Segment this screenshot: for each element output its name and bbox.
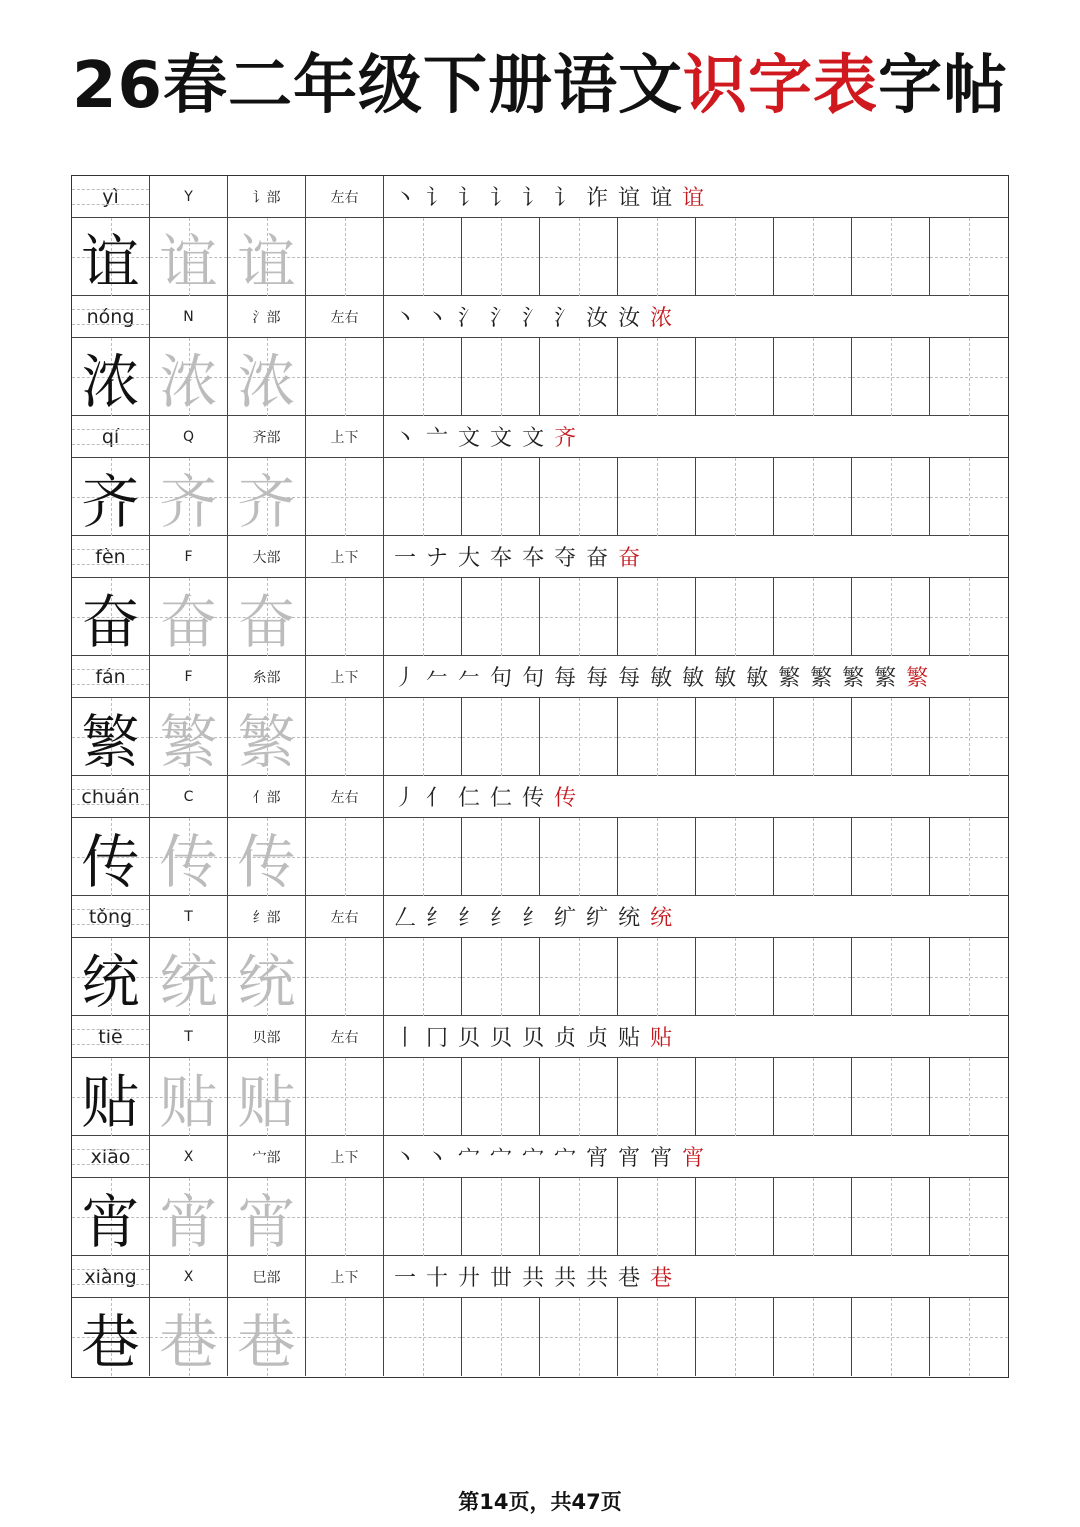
blank-practice-cell[interactable] [306, 1178, 384, 1256]
stroke-step: 宀 [554, 1146, 577, 1171]
stroke-step: 夺 [554, 546, 577, 571]
blank-practice-cell[interactable] [384, 338, 462, 416]
blank-practice-cell[interactable] [852, 698, 930, 776]
stroke-step: 文 [490, 426, 513, 451]
initial-letter: Q [150, 416, 228, 457]
writing-grid [72, 1058, 1008, 1136]
trace-character: 奋 [150, 578, 228, 656]
info-row [72, 176, 1008, 218]
info-row [72, 536, 1008, 578]
stroke-step: 丶 [426, 1146, 449, 1171]
structure: 左右 [306, 896, 384, 937]
blank-practice-cell[interactable] [384, 458, 462, 536]
blank-practice-cell[interactable] [540, 818, 618, 896]
blank-practice-cell[interactable] [540, 458, 618, 536]
blank-practice-cell[interactable] [462, 818, 540, 896]
writing-grid [72, 338, 1008, 416]
blank-practice-cell[interactable] [540, 698, 618, 776]
blank-practice-cell[interactable] [306, 578, 384, 656]
stroke-step: 繁 [874, 666, 897, 691]
stroke-step: 丶 [394, 426, 417, 451]
structure: 上下 [306, 536, 384, 577]
blank-practice-cell[interactable] [618, 1178, 696, 1256]
stroke-step: 讠 [490, 186, 513, 211]
radical: 纟部 [228, 896, 306, 937]
stroke-step: 纟 [458, 906, 481, 931]
blank-practice-cell[interactable] [462, 338, 540, 416]
writing-grid [72, 458, 1008, 536]
trace-character: 传 [228, 818, 306, 896]
model-character: 齐 [72, 458, 150, 536]
blank-practice-cell[interactable] [618, 938, 696, 1016]
stroke-step: 夲 [522, 546, 545, 571]
info-row [72, 1136, 1008, 1178]
blank-practice-cell[interactable] [774, 338, 852, 416]
stroke-step: 繁 [906, 666, 929, 691]
stroke-step: 敏 [682, 666, 705, 691]
blank-practice-cell[interactable] [774, 1058, 852, 1136]
blank-practice-cell[interactable] [774, 218, 852, 296]
structure: 左右 [306, 176, 384, 217]
blank-practice-cell[interactable] [930, 338, 1008, 416]
blank-practice-cell[interactable] [696, 1058, 774, 1136]
blank-practice-cell[interactable] [384, 938, 462, 1016]
stroke-step: 诈 [586, 186, 609, 211]
character-entry [72, 176, 1008, 296]
stroke-step: 氵 [490, 306, 513, 331]
model-character: 浓 [72, 338, 150, 416]
stroke-step: 贞 [554, 1026, 577, 1051]
blank-practice-cell[interactable] [462, 698, 540, 776]
character-entry [72, 416, 1008, 536]
stroke-step: 文 [458, 426, 481, 451]
stroke-step: 奋 [618, 546, 641, 571]
trace-character: 齐 [150, 458, 228, 536]
stroke-step: 丶 [394, 1146, 417, 1171]
blank-practice-cell[interactable] [696, 1298, 774, 1376]
blank-practice-cell[interactable] [540, 338, 618, 416]
stroke-step: 宀 [490, 1146, 513, 1171]
page-title [0, 48, 1080, 124]
blank-practice-cell[interactable] [930, 1298, 1008, 1376]
blank-practice-cell[interactable] [930, 938, 1008, 1016]
stroke-step: 宀 [522, 1146, 545, 1171]
stroke-step: 氵 [522, 306, 545, 331]
trace-character: 统 [228, 938, 306, 1016]
model-character: 巷 [72, 1298, 150, 1376]
character-entry [72, 776, 1008, 896]
stroke-step: 𠃋 [394, 906, 417, 931]
stroke-step: 讠 [426, 186, 449, 211]
trace-character: 奋 [228, 578, 306, 656]
stroke-step: 丶 [426, 306, 449, 331]
model-character: 宵 [72, 1178, 150, 1256]
initial-letter: C [150, 776, 228, 817]
stroke-step: 宵 [682, 1146, 705, 1171]
info-row [72, 656, 1008, 698]
stroke-step: 氵 [458, 306, 481, 331]
stroke-step: 丿 [394, 666, 417, 691]
blank-practice-cell[interactable] [696, 698, 774, 776]
info-row [72, 1256, 1008, 1298]
stroke-step: 巷 [618, 1266, 641, 1291]
character-entry [72, 1136, 1008, 1256]
page-number: 第14页，共47页 [458, 1490, 622, 1514]
stroke-step: 文 [522, 426, 545, 451]
stroke-order [384, 1136, 1008, 1177]
blank-practice-cell[interactable] [852, 1178, 930, 1256]
blank-practice-cell[interactable] [852, 338, 930, 416]
radical: 巳部 [228, 1256, 306, 1297]
stroke-order [384, 656, 1008, 697]
stroke-step: 贝 [458, 1026, 481, 1051]
stroke-step: 宵 [586, 1146, 609, 1171]
blank-practice-cell[interactable] [540, 938, 618, 1016]
blank-practice-cell[interactable] [852, 458, 930, 536]
stroke-step: 每 [618, 666, 641, 691]
stroke-step: 每 [554, 666, 577, 691]
blank-practice-cell[interactable] [852, 218, 930, 296]
model-character: 奋 [72, 578, 150, 656]
writing-grid [72, 818, 1008, 896]
blank-practice-cell[interactable] [462, 578, 540, 656]
stroke-step: 繁 [842, 666, 865, 691]
stroke-step: 廾 [458, 1266, 481, 1291]
initial-letter: T [150, 1016, 228, 1057]
stroke-order [384, 176, 1008, 217]
info-row [72, 776, 1008, 818]
radical: 讠部 [228, 176, 306, 217]
model-character: 繁 [72, 698, 150, 776]
structure: 左右 [306, 1016, 384, 1057]
stroke-step: 丨 [394, 1026, 417, 1051]
blank-practice-cell[interactable] [384, 818, 462, 896]
stroke-step: 纩 [586, 906, 609, 931]
blank-practice-cell[interactable] [696, 578, 774, 656]
radical: 贝部 [228, 1016, 306, 1057]
structure: 上下 [306, 1136, 384, 1177]
stroke-step: 句 [490, 666, 513, 691]
stroke-order [384, 1256, 1008, 1297]
radical: 齐部 [228, 416, 306, 457]
blank-practice-cell[interactable] [696, 1178, 774, 1256]
blank-practice-cell[interactable] [384, 218, 462, 296]
stroke-step: 汝 [586, 306, 609, 331]
character-entry [72, 536, 1008, 656]
model-character: 统 [72, 938, 150, 1016]
stroke-step: 繁 [810, 666, 833, 691]
trace-character: 繁 [150, 698, 228, 776]
stroke-step: 繁 [778, 666, 801, 691]
stroke-step: 纩 [554, 906, 577, 931]
pinyin: xiāo [72, 1136, 150, 1177]
model-character: 谊 [72, 218, 150, 296]
stroke-step: 每 [586, 666, 609, 691]
trace-character: 统 [150, 938, 228, 1016]
stroke-order [384, 896, 1008, 937]
pinyin: chuán [72, 776, 150, 817]
stroke-order [384, 1016, 1008, 1057]
info-row [72, 416, 1008, 458]
blank-practice-cell[interactable] [774, 458, 852, 536]
blank-practice-cell[interactable] [540, 1298, 618, 1376]
radical: 氵部 [228, 296, 306, 337]
blank-practice-cell[interactable] [306, 818, 384, 896]
stroke-step: 共 [554, 1266, 577, 1291]
stroke-step: 句 [522, 666, 545, 691]
stroke-step: ナ [426, 546, 449, 571]
blank-practice-cell[interactable] [774, 818, 852, 896]
stroke-step: 纟 [426, 906, 449, 931]
character-entry [72, 296, 1008, 416]
trace-character: 巷 [228, 1298, 306, 1376]
initial-letter: Y [150, 176, 228, 217]
blank-practice-cell[interactable] [462, 218, 540, 296]
blank-practice-cell[interactable] [852, 818, 930, 896]
trace-character: 巷 [150, 1298, 228, 1376]
stroke-step: 仁 [458, 786, 481, 811]
blank-practice-cell[interactable] [930, 1058, 1008, 1136]
blank-practice-cell[interactable] [540, 1058, 618, 1136]
stroke-step: 巷 [650, 1266, 673, 1291]
blank-practice-cell[interactable] [540, 218, 618, 296]
radical: 宀部 [228, 1136, 306, 1177]
stroke-step: 敏 [714, 666, 737, 691]
title-highlight: 识字表 [683, 49, 879, 123]
stroke-step: 传 [554, 786, 577, 811]
stroke-order [384, 536, 1008, 577]
structure: 左右 [306, 296, 384, 337]
radical: 糸部 [228, 656, 306, 697]
info-row [72, 896, 1008, 938]
blank-practice-cell[interactable] [774, 578, 852, 656]
stroke-step: 贝 [522, 1026, 545, 1051]
blank-practice-cell[interactable] [306, 338, 384, 416]
stroke-order [384, 296, 1008, 337]
radical: 大部 [228, 536, 306, 577]
blank-practice-cell[interactable] [462, 1058, 540, 1136]
blank-practice-cell[interactable] [306, 938, 384, 1016]
blank-practice-cell[interactable] [696, 938, 774, 1016]
stroke-step: 敏 [650, 666, 673, 691]
character-entry [72, 656, 1008, 776]
blank-practice-cell[interactable] [852, 938, 930, 1016]
stroke-step: 谊 [682, 186, 705, 211]
blank-practice-cell[interactable] [774, 938, 852, 1016]
pinyin: fèn [72, 536, 150, 577]
initial-letter: N [150, 296, 228, 337]
stroke-step: 氵 [554, 306, 577, 331]
initial-letter: F [150, 536, 228, 577]
model-character: 传 [72, 818, 150, 896]
stroke-step: 共 [586, 1266, 609, 1291]
character-entry [72, 1256, 1008, 1376]
stroke-step: 贴 [618, 1026, 641, 1051]
stroke-step: 谊 [650, 186, 673, 211]
initial-letter: X [150, 1256, 228, 1297]
blank-practice-cell[interactable] [696, 338, 774, 416]
stroke-step: 宵 [650, 1146, 673, 1171]
stroke-step: 亠 [426, 426, 449, 451]
trace-character: 传 [150, 818, 228, 896]
stroke-step: 谊 [618, 186, 641, 211]
stroke-step: 𠂉 [426, 666, 449, 691]
stroke-step: 大 [458, 546, 481, 571]
stroke-step: 贞 [586, 1026, 609, 1051]
blank-practice-cell[interactable] [618, 578, 696, 656]
stroke-step: 宵 [618, 1146, 641, 1171]
practice-sheet [71, 175, 1009, 1378]
stroke-step: 宀 [458, 1146, 481, 1171]
blank-practice-cell[interactable] [618, 338, 696, 416]
trace-character: 浓 [228, 338, 306, 416]
blank-practice-cell[interactable] [930, 458, 1008, 536]
blank-practice-cell[interactable] [384, 1298, 462, 1376]
stroke-step: 汝 [618, 306, 641, 331]
writing-grid [72, 218, 1008, 296]
stroke-step: 讠 [458, 186, 481, 211]
blank-practice-cell[interactable] [696, 818, 774, 896]
structure: 上下 [306, 656, 384, 697]
stroke-step: 传 [522, 786, 545, 811]
trace-character: 宵 [228, 1178, 306, 1256]
blank-practice-cell[interactable] [774, 698, 852, 776]
stroke-step: 丗 [490, 1266, 513, 1291]
trace-character: 宵 [150, 1178, 228, 1256]
blank-practice-cell[interactable] [930, 818, 1008, 896]
initial-letter: F [150, 656, 228, 697]
blank-practice-cell[interactable] [618, 218, 696, 296]
blank-practice-cell[interactable] [384, 1178, 462, 1256]
initial-letter: X [150, 1136, 228, 1177]
pinyin: tǒng [72, 896, 150, 937]
stroke-step: 𠂉 [458, 666, 481, 691]
structure: 上下 [306, 1256, 384, 1297]
blank-practice-cell[interactable] [618, 818, 696, 896]
stroke-step: 敏 [746, 666, 769, 691]
pinyin: qí [72, 416, 150, 457]
title-prefix: 26春二年级下册语文 [71, 49, 684, 123]
blank-practice-cell[interactable] [618, 1298, 696, 1376]
stroke-step: 纟 [490, 906, 513, 931]
writing-grid [72, 1178, 1008, 1256]
blank-practice-cell[interactable] [618, 698, 696, 776]
trace-character: 浓 [150, 338, 228, 416]
blank-practice-cell[interactable] [306, 458, 384, 536]
blank-practice-cell[interactable] [540, 578, 618, 656]
stroke-step: 统 [618, 906, 641, 931]
blank-practice-cell[interactable] [462, 1178, 540, 1256]
blank-practice-cell[interactable] [696, 458, 774, 536]
blank-practice-cell[interactable] [618, 1058, 696, 1136]
stroke-step: 奋 [586, 546, 609, 571]
structure: 上下 [306, 416, 384, 457]
pinyin: xiàng [72, 1256, 150, 1297]
stroke-order [384, 776, 1008, 817]
writing-grid [72, 1298, 1008, 1376]
blank-practice-cell[interactable] [384, 698, 462, 776]
writing-grid [72, 578, 1008, 656]
blank-practice-cell[interactable] [774, 1298, 852, 1376]
initial-letter: T [150, 896, 228, 937]
blank-practice-cell[interactable] [306, 218, 384, 296]
stroke-step: 一 [394, 1266, 417, 1291]
blank-practice-cell[interactable] [306, 698, 384, 776]
blank-practice-cell[interactable] [384, 1058, 462, 1136]
title-suffix: 字帖 [878, 49, 1009, 123]
trace-character: 谊 [150, 218, 228, 296]
radical: 亻部 [228, 776, 306, 817]
writing-grid [72, 698, 1008, 776]
blank-practice-cell[interactable] [306, 1058, 384, 1136]
stroke-order [384, 416, 1008, 457]
stroke-step: 冂 [426, 1026, 449, 1051]
character-entry [72, 896, 1008, 1016]
writing-grid [72, 938, 1008, 1016]
blank-practice-cell[interactable] [462, 458, 540, 536]
blank-practice-cell[interactable] [540, 1178, 618, 1256]
stroke-step: 统 [650, 906, 673, 931]
info-row [72, 296, 1008, 338]
pinyin: nóng [72, 296, 150, 337]
trace-character: 谊 [228, 218, 306, 296]
pinyin: tiē [72, 1016, 150, 1057]
stroke-step: 一 [394, 546, 417, 571]
blank-practice-cell[interactable] [774, 1178, 852, 1256]
info-row [72, 1016, 1008, 1058]
blank-practice-cell[interactable] [306, 1298, 384, 1376]
stroke-step: 夲 [490, 546, 513, 571]
stroke-step: 贴 [650, 1026, 673, 1051]
stroke-step: 丶 [394, 306, 417, 331]
stroke-step: 丿 [394, 786, 417, 811]
blank-practice-cell[interactable] [930, 578, 1008, 656]
blank-practice-cell[interactable] [462, 938, 540, 1016]
trace-character: 贴 [150, 1058, 228, 1136]
stroke-step: 浓 [650, 306, 673, 331]
blank-practice-cell[interactable] [852, 1298, 930, 1376]
blank-practice-cell[interactable] [384, 578, 462, 656]
stroke-step: 丶 [394, 186, 417, 211]
trace-character: 齐 [228, 458, 306, 536]
trace-character: 贴 [228, 1058, 306, 1136]
stroke-step: 仁 [490, 786, 513, 811]
blank-practice-cell[interactable] [696, 218, 774, 296]
blank-practice-cell[interactable] [618, 458, 696, 536]
blank-practice-cell[interactable] [930, 698, 1008, 776]
stroke-step: 齐 [554, 426, 577, 451]
stroke-step: 亻 [426, 786, 449, 811]
stroke-step: 贝 [490, 1026, 513, 1051]
stroke-step: 讠 [554, 186, 577, 211]
stroke-step: 讠 [522, 186, 545, 211]
stroke-step: 十 [426, 1266, 449, 1291]
blank-practice-cell[interactable] [852, 578, 930, 656]
blank-practice-cell[interactable] [852, 1058, 930, 1136]
blank-practice-cell[interactable] [930, 218, 1008, 296]
blank-practice-cell[interactable] [930, 1178, 1008, 1256]
trace-character: 繁 [228, 698, 306, 776]
pinyin: fán [72, 656, 150, 697]
character-entry [72, 1016, 1008, 1136]
structure: 左右 [306, 776, 384, 817]
blank-practice-cell[interactable] [462, 1298, 540, 1376]
model-character: 贴 [72, 1058, 150, 1136]
stroke-step: 共 [522, 1266, 545, 1291]
pinyin: yì [72, 176, 150, 217]
stroke-step: 纟 [522, 906, 545, 931]
